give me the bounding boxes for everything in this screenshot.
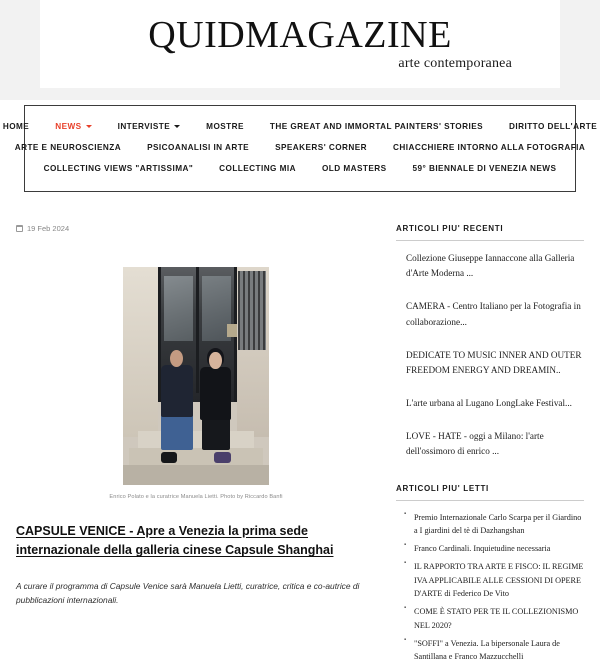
- recent-articles-list: [396, 241, 584, 468]
- nav-item-label: 59° BIENNALE DI VENEZIA NEWS: [412, 164, 557, 173]
- nav-item-interviste[interactable]: [118, 122, 181, 131]
- photo-person-left-shoes: [161, 452, 177, 463]
- nav-item-arte-e-neuroscienza[interactable]: [15, 143, 121, 152]
- article-headline-link[interactable]: CAPSULE VENICE - Apre a Venezia la prima sede internazionale della galleria cinese Capsule Shanghai: [16, 524, 334, 558]
- recent-article-item[interactable]: DEDICATE TO MUSIC INNER AND OUTER FREEDOM ENERGY AND DREAMIN..: [406, 349, 582, 375]
- main-navigation: [2, 105, 598, 192]
- masthead-band: [0, 0, 600, 100]
- nav-item-label: ARTE E NEUROSCIENZA: [14, 143, 122, 152]
- nav-item-mostre[interactable]: [206, 122, 244, 131]
- nav-item-label: CHIACCHIERE INTORNO ALLA FOTOGRAFIA: [393, 143, 586, 152]
- nav-item-label: HOME: [2, 122, 30, 131]
- nav-item-label: SPEAKERS' CORNER: [275, 143, 368, 152]
- nav-item-the-great-and-immortal-painters-stories[interactable]: [270, 122, 483, 131]
- popular-articles-heading: ARTICOLI PIU' LETTI: [396, 484, 584, 501]
- nav-item-label: NEWS: [55, 122, 82, 131]
- photo-person-right-head: [209, 352, 221, 369]
- chevron-down-icon: [86, 125, 92, 128]
- photo-person-left-body: [161, 365, 193, 417]
- nav-item-home[interactable]: [3, 122, 29, 131]
- site-logo[interactable]: [40, 0, 560, 88]
- nav-item-label: THE GREAT AND IMMORTAL PAINTERS' STORIES: [269, 122, 484, 131]
- calendar-icon: [16, 225, 23, 232]
- recent-article-item[interactable]: LOVE - HATE - oggi a Milano: l'arte dell'ossimoro di enrico ...: [406, 431, 544, 457]
- post-date-text: 19 Feb 2024: [27, 224, 70, 233]
- recent-articles-heading: ARTICOLI PIU' RECENTI: [396, 224, 584, 241]
- photo-ground: [123, 465, 269, 485]
- popular-article-item[interactable]: ▪ COME È STATO PER TE IL COLLEZIONISMO NEL 2020?: [414, 605, 584, 632]
- chevron-down-icon: [174, 125, 180, 128]
- photo-wall-plaque: [227, 324, 237, 337]
- logo-subtitle: arte contemporanea: [398, 56, 512, 71]
- popular-article-item[interactable]: ▪ "SOFFI" a Venezia. La bipersonale Laura de Santillana e Franco Mazzucchelli: [414, 637, 584, 664]
- popular-article-item[interactable]: ▪ IL RAPPORTO TRA ARTE E FISCO: IL REGIME IVA APPLICABILE ALLE CESSIONI DI OPERE D'ARTE di Federico De Vito: [414, 560, 584, 600]
- recent-article-item[interactable]: CAMERA - Centro Italiano per la Fotografia in collaborazione...: [406, 301, 581, 327]
- photo-door-mullion: [196, 267, 199, 393]
- post-date: [16, 224, 376, 233]
- page-content: [0, 224, 600, 668]
- main-column: [0, 224, 390, 617]
- recent-article-item[interactable]: L'arte urbana al Lugano LongLake Festival...: [406, 398, 572, 409]
- photo-wall-left: [123, 267, 158, 437]
- nav-item-label: PSICOANALISI IN ARTE: [147, 143, 250, 152]
- sidebar: [390, 224, 600, 668]
- recent-article-item[interactable]: Collezione Giuseppe Iannaccone alla Galleria d'Arte Moderna ...: [406, 253, 575, 279]
- nav-item-news[interactable]: [55, 122, 91, 131]
- nav-item-collecting-mia[interactable]: [219, 164, 296, 173]
- photo-person-left-head: [170, 350, 183, 367]
- nav-row-2: [14, 137, 586, 158]
- popular-articles-list: [396, 511, 584, 664]
- photo-caption: Enrico Polato e la curatrice Manuela Lietti. Photo by Riccardo Banfi: [109, 494, 283, 500]
- popular-article-item[interactable]: ▪ Premio Internazionale Carlo Scarpa per il Giardino a I giardini del tè di Dazhangshan: [414, 511, 584, 538]
- nav-item-label: DIRITTO DELL'ARTE: [509, 122, 598, 131]
- popular-article-item[interactable]: ▪ Franco Cardinali. Inquietudine necessaria: [414, 542, 584, 555]
- nav-item-collecting-views-artissima[interactable]: [44, 164, 194, 173]
- nav-item-diritto-dell-arte[interactable]: [509, 122, 597, 131]
- article-photo: [123, 267, 269, 485]
- nav-item-speakers-corner[interactable]: [275, 143, 367, 152]
- nav-item-old-masters[interactable]: [322, 164, 387, 173]
- photo-person-right-body: [200, 367, 231, 419]
- article-figure: [16, 267, 376, 500]
- logo-title: QUIDMAGAZINE: [148, 14, 452, 56]
- content-columns: [0, 224, 600, 668]
- nav-item-label: COLLECTING MIA: [219, 164, 296, 173]
- nav-item-label: COLLECTING VIEWS "ARTISSIMA": [43, 164, 194, 173]
- nav-item-label: OLD MASTERS: [321, 164, 387, 173]
- nav-item-psicoanalisi-in-arte[interactable]: [147, 143, 249, 152]
- photo-person-right-shoes: [214, 452, 232, 463]
- nav-row-1: [2, 116, 598, 137]
- nav-item-label: INTERVISTE: [117, 122, 171, 131]
- nav-row-3: [25, 158, 575, 179]
- nav-item-59-biennale-di-venezia-news[interactable]: [413, 164, 557, 173]
- nav-item-chiacchiere-intorno-alla-fotografia[interactable]: [393, 143, 585, 152]
- article-excerpt: A curare il programma di Capsule Venice sarà Manuela Lietti, curatrice, critica e co-autrice di pubblicazioni internazionali.: [16, 580, 360, 606]
- nav-item-label: MOSTRE: [206, 122, 244, 131]
- photo-window-grate: [238, 271, 266, 349]
